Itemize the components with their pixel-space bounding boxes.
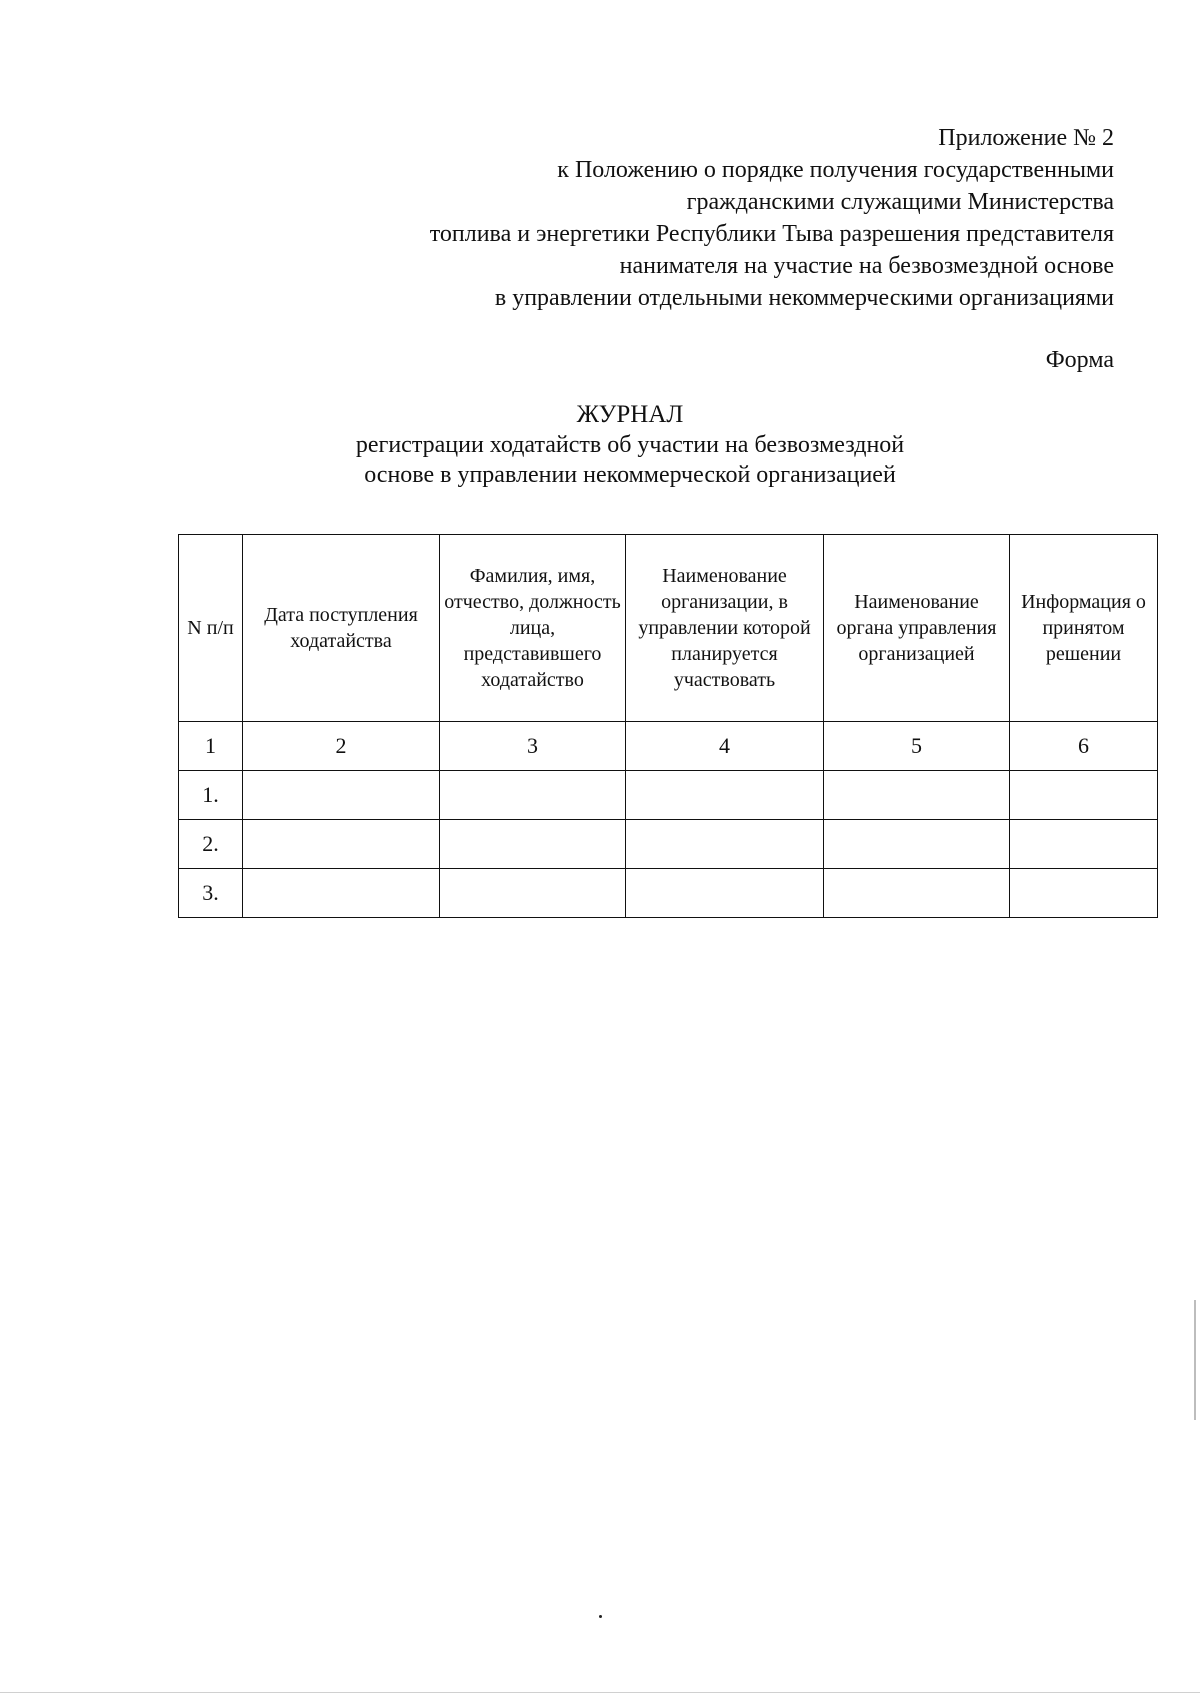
appendix-line: топлива и энергетики Республики Тыва разрешения представителя	[429, 221, 1114, 247]
header-cell-organization: Наименование организации, в управлении которой планируется участвовать	[626, 535, 824, 722]
form-label: Форма	[1045, 347, 1114, 373]
scan-artifact-bottom-edge	[0, 1692, 1200, 1693]
header-cell-person: Фамилия, имя, отчество, должность лица, представившего ходатайство	[440, 535, 626, 722]
table-row	[179, 869, 1158, 918]
table-cell	[626, 820, 824, 869]
column-number: 6	[1010, 722, 1158, 771]
table-cell	[626, 869, 824, 918]
column-number: 5	[824, 722, 1010, 771]
scan-speck	[599, 1615, 602, 1618]
header-cell-number: N п/п	[179, 535, 243, 722]
table-row	[179, 771, 1158, 820]
journal-subtitle-line2: основе в управлении некоммерческой организацией	[364, 462, 896, 488]
table-cell	[243, 771, 440, 820]
table-cell	[243, 869, 440, 918]
registration-journal-table	[178, 534, 1158, 918]
table-cell	[440, 820, 626, 869]
row-number-cell: 1.	[179, 771, 243, 820]
appendix-line: к Положению о порядке получения государственными	[557, 157, 1114, 183]
row-number-cell: 3.	[179, 869, 243, 918]
journal-title-block	[180, 400, 1080, 490]
table-row	[179, 820, 1158, 869]
table-cell	[1010, 820, 1158, 869]
column-number: 4	[626, 722, 824, 771]
table-cell	[824, 771, 1010, 820]
scan-artifact-right-edge	[1194, 1300, 1196, 1420]
header-cell-decision: Информация о принятом решении	[1010, 535, 1158, 722]
column-number: 3	[440, 722, 626, 771]
journal-subtitle-line1: регистрации ходатайств об участии на безвозмездной	[355, 432, 905, 458]
appendix-header	[214, 122, 1114, 314]
table-cell	[440, 771, 626, 820]
appendix-line: Приложение № 2	[938, 125, 1114, 151]
row-number-cell: 2.	[179, 820, 243, 869]
header-cell-date: Дата поступления ходатайства	[243, 535, 440, 722]
table-cell	[824, 820, 1010, 869]
journal-title: ЖУРНАЛ	[576, 401, 684, 428]
table-cell	[1010, 869, 1158, 918]
table-cell	[243, 820, 440, 869]
table-cell	[626, 771, 824, 820]
table-cell	[440, 869, 626, 918]
column-number-row	[179, 722, 1158, 771]
column-number: 2	[243, 722, 440, 771]
table-cell	[824, 869, 1010, 918]
table-cell	[1010, 771, 1158, 820]
appendix-line: в управлении отдельными некоммерческими организациями	[494, 285, 1114, 311]
table-header-row	[179, 535, 1158, 722]
appendix-line: гражданскими служащими Министерства	[686, 189, 1114, 215]
appendix-line: нанимателя на участие на безвозмездной основе	[619, 253, 1114, 279]
header-cell-governing-body: Наименование органа управления организацией	[824, 535, 1010, 722]
column-number: 1	[179, 722, 243, 771]
